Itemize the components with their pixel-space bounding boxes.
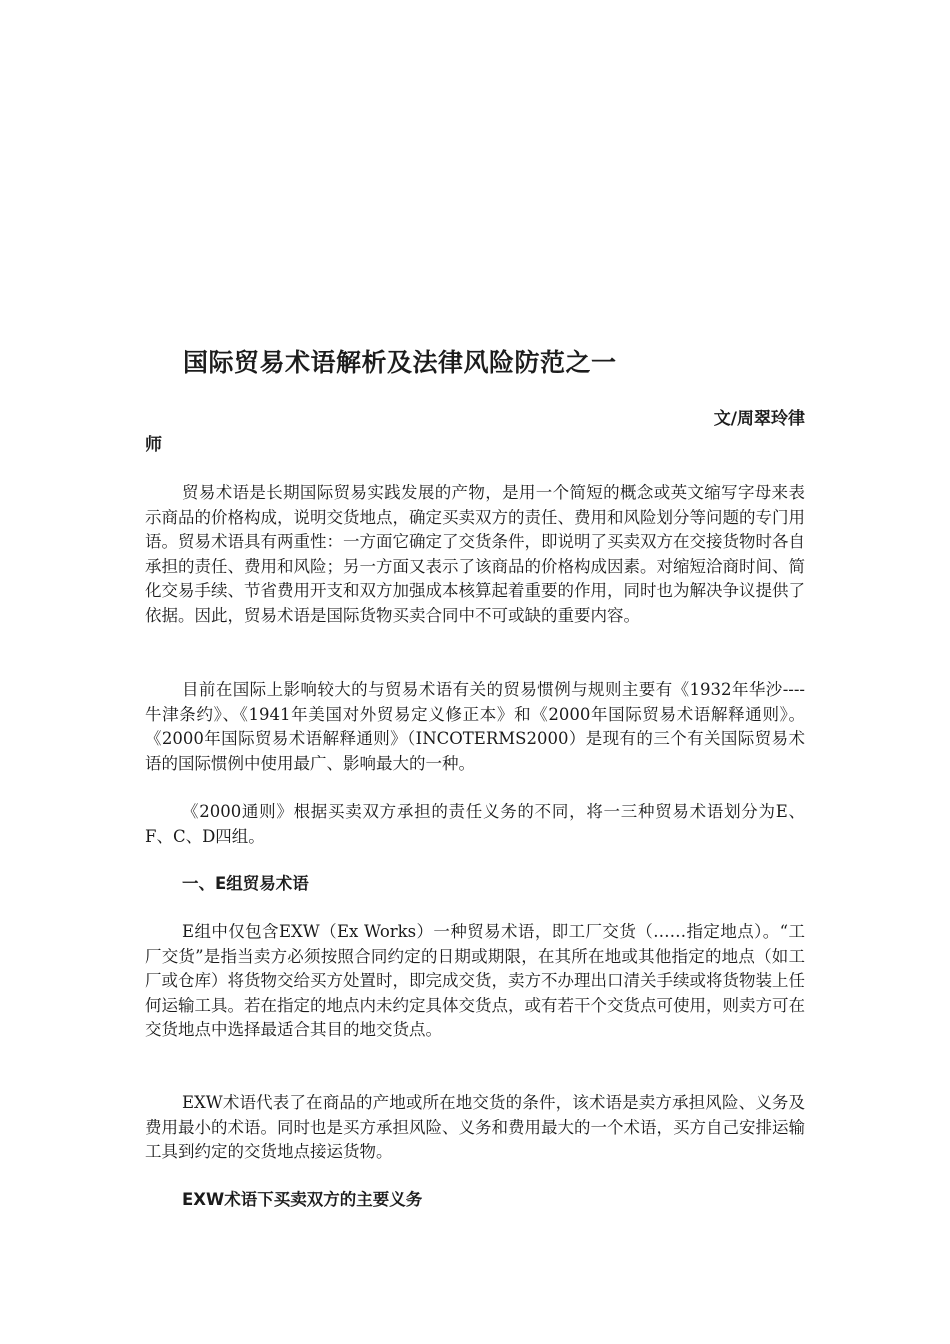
paragraph-trade-terms-intro: 贸易术语是长期国际贸易实践发展的产物，是用一个简短的概念或英文缩写字母来表示商品的价格构成，说明交货地点，确定买卖双方的责任、费用和风险划分等问题的专门用语。贸易术语具有两重性：一方面它确定了交货条件，即说明了买卖双方在交接货物时各自承担的责任、费用和风险；另一方面又表示了该商品的价格构成因素。对缩短洽商时间、简化交易手续、节省费用开支和双方加强成本核算起着重要的作用，同时也为解决争议提供了依据。因此，贸易术语是国际货物买卖合同中不可或缺的重要内容。 bbox=[145, 483, 805, 625]
section-heading-e-group: 一、E组贸易术语 bbox=[182, 874, 309, 893]
paragraph-international-conventions: 目前在国际上影响较大的与贸易术语有关的贸易惯例与规则主要有《1932年华沙----牛津条约》、《1941年美国对外贸易定义修正本》和《2000年国际贸易术语解释通则》。《2000年国际贸易术语解释通则》（INCOTERMS2000）是现有的三个有关国际贸易术语的国际惯例中使用最广、影响最大的一种。 bbox=[145, 680, 805, 773]
author-byline bbox=[145, 406, 805, 458]
section-heading-exw-obligations: EXW术语下买卖双方的主要义务 bbox=[182, 1190, 423, 1209]
paragraph-exw-risk: EXW术语代表了在商品的产地或所在地交货的条件，该术语是卖方承担风险、义务及费用最小的术语。同时也是买方承担风险、义务和费用最大的一个术语，买方自己安排运输工具到约定的交货地点接运货物。 bbox=[145, 1093, 805, 1161]
paragraph-exw-definition: E组中仅包含EXW（Ex Works）一种贸易术语，即工厂交货（……指定地点）。“工厂交货”是指当卖方必须按照合同约定的日期或期限，在其所在地或其他指定的地点（如工厂或仓库）将货物交给买方处置时，即完成交货，卖方不办理出口清关手续或将货物装上任何运输工具。若在指定的地点内未约定具体交货点，或有若干个交货点可使用，则卖方可在交货地点中选择最适合其目的地交货点。 bbox=[145, 922, 805, 1039]
author-byline-line2: 师 bbox=[145, 435, 162, 455]
paragraph-incoterms-groups: 《2000通则》根据买卖双方承担的责任义务的不同，将一三种贸易术语划分为E、F、C、D四组。 bbox=[145, 802, 805, 846]
author-byline-line1: 文/周翠玲律 bbox=[713, 409, 805, 429]
document-title: 国际贸易术语解析及法律风险防范之一 bbox=[183, 348, 617, 377]
